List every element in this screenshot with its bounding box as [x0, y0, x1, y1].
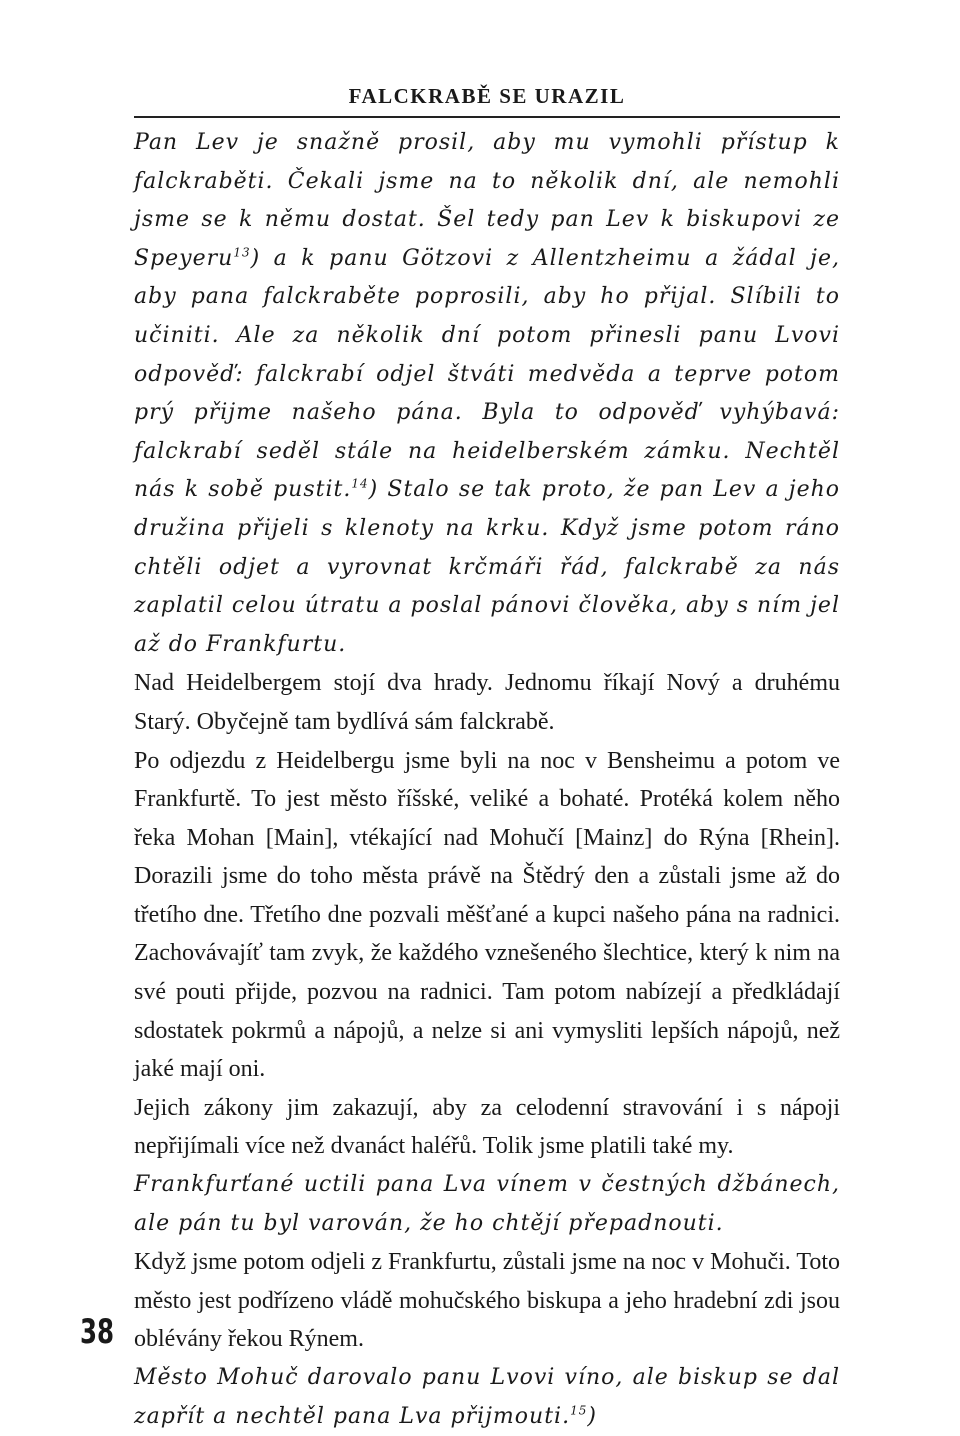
text-segment: Nad Heidelbergem stojí dva hrady. Jednomu říkají Nový a druhému Starý. Obyčejně tam bydlívá sám falckrabě. [134, 670, 840, 735]
paragraph [134, 1359, 840, 1436]
running-header: FALCKRABĚ SE URAZIL [348, 84, 626, 108]
page-number: 38 [80, 1312, 115, 1352]
text-segment: Jejich zákony jim zakazují, aby za celodenní stravování i s nápoji nepřijímali více než dvanáct haléřů. Tolik jsme platili také my. [134, 1094, 840, 1160]
paragraph [134, 742, 840, 1089]
text-segment: Po odjezdu z Heidelbergu jsme byli na noc v Bensheimu a potom ve Frankfurtě. To jest město říšské, veliké a bohaté. Protéká kolem něho řeka Mohan [Main], vtékající nad Mohučí [Mainz] do Rýna [Rhein]. Dorazili jsme do toho města právě na Štědrý den a zůstali jsme až do třetího dne. Třetího dne pozvali měšťané a kupci našeho pána na radnici. Zachovávajíť tam zvyk, že každého vznešeného šlechtice, který k nim na své pouti přijde, pozvou na radnici. Tam potom nabízejí a předkládají sdostatek pokrmů a nápojů, a nelze si ani vymysliti lepších nápojů, než jaké mají oni. [134, 747, 840, 1083]
text-segment: ) a k panu Götzovi z Allentzheimu a žádal je, aby pana falckraběte poprosili, aby ho přijal. Slíbili to učiniti. Ale za několik dní potom přinesli panu Lvovi odpověď: falckrabí odjel štváti medvěda a teprve potom prý přijme našeho pána. Byla to odpověď vyhýbavá: falckrabí seděl stále na heidelberském zámku. Nechtěl nás k sobě pustit. [134, 245, 840, 503]
footnote-ref[interactable]: 13 [233, 245, 251, 260]
text-segment: ) [587, 1403, 597, 1429]
paragraph [134, 664, 840, 741]
body-text [134, 124, 840, 1436]
text-segment: Město Mohuč darovalo panu Lvovi víno, ale biskup se dal zapřít a nechtěl pana Lva přijmouti. [134, 1365, 840, 1429]
paragraph [134, 1243, 840, 1359]
header-rule [134, 116, 840, 118]
text-segment: Když jsme potom odjeli z Frankfurtu, zůstali jsme na noc v Mohuči. Toto město jest podřízeno vládě mohučského biskupa a jeho hradební zdi jsou oblévány řekou Rýnem. [134, 1249, 840, 1353]
paragraph [134, 1166, 840, 1243]
text-segment: ) Stalo se tak proto, že pan Lev a jeho družina přijeli s klenoty na krku. Když jsme potom ráno chtěli odjet a vyrovnat krčmáři řád, falckrabě za nás zaplatil celou útratu a poslal pánovi člověka, aby s ním jel až do Frankfurtu. [134, 477, 840, 657]
footnote-ref[interactable]: 15 [570, 1403, 588, 1418]
text-segment: Frankfurťané uctili pana Lva vínem v čestných džbánech, ale pán tu byl varován, že ho chtějí přepadnouti. [134, 1172, 840, 1236]
text-segment: Pan Lev je snažně prosil, aby mu vymohli přístup k falckraběti. Čekali jsme na to několik dní, ale nemohli jsme se k němu dostat. Šel tedy pan Lev k biskupovi ze Speyeru [134, 130, 840, 271]
footnote-ref[interactable]: 14 [351, 477, 369, 492]
paragraph [134, 124, 840, 664]
paragraph [134, 1089, 840, 1166]
